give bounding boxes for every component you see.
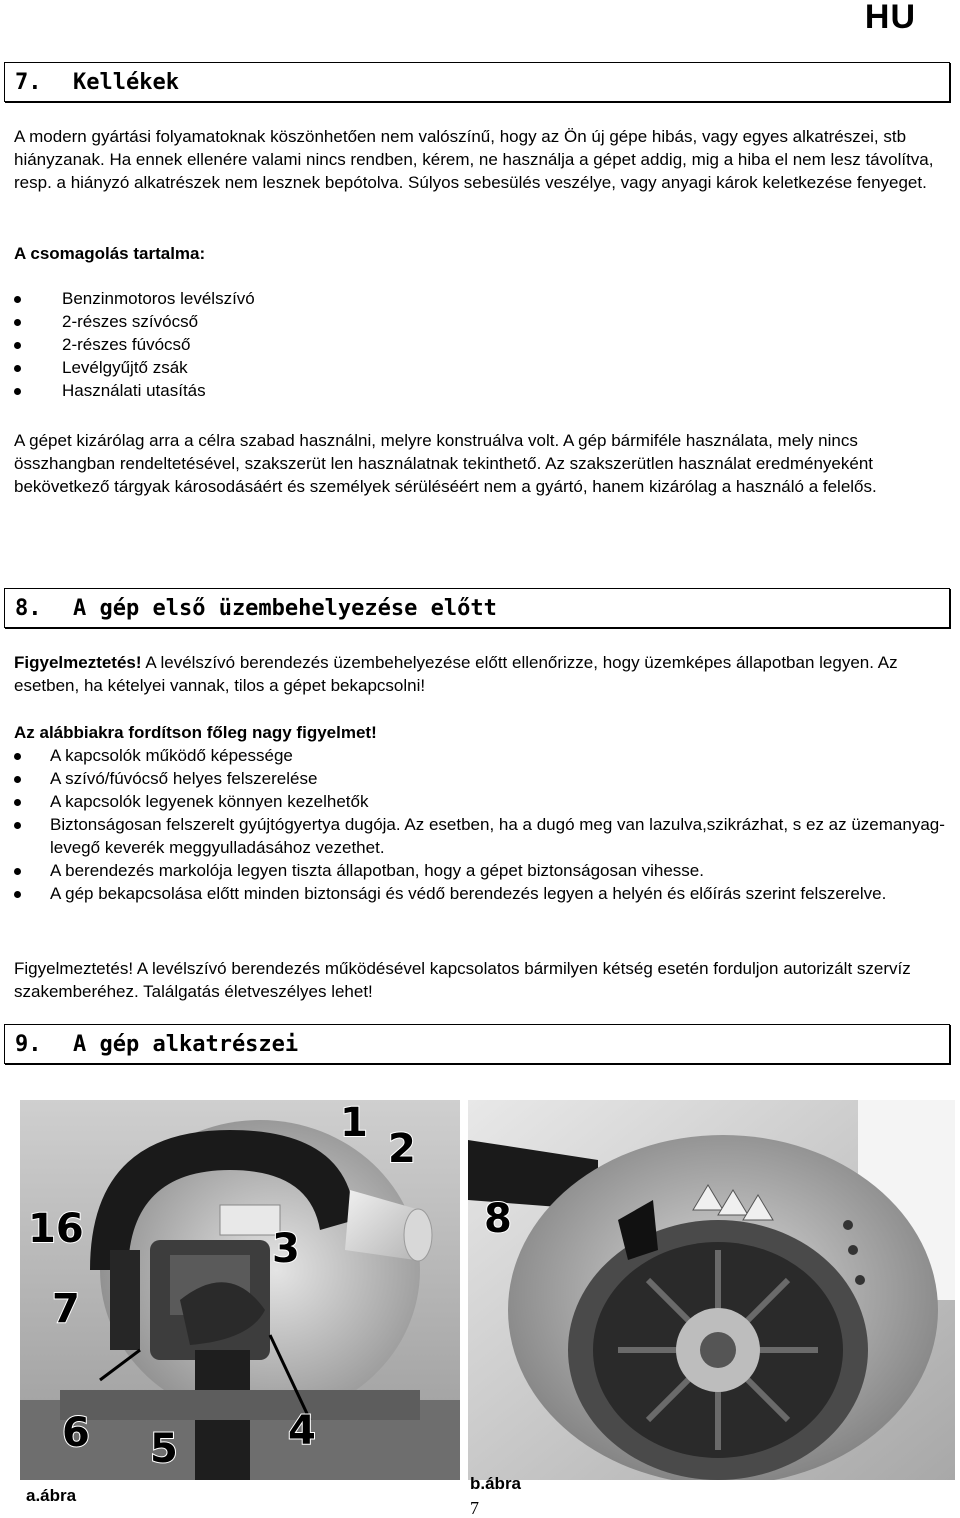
attention-heading: Az alábbiakra fordítson főleg nagy figyelmet! [14,723,377,742]
figure-b-callouts [468,1100,955,1480]
bullet-icon [14,822,21,829]
callout-2: 2 [388,1126,416,1172]
list-item: A gép bekapcsolása előtt minden biztonsági és védő berendezés legyen a helyén és előírás szerint felszerelve. [14,882,959,905]
section-7-header [4,62,950,102]
bullet-icon [14,365,21,372]
contents-heading: A csomagolás tartalma: [14,244,206,263]
warning-text: A levélszívó berendezés üzembehelyezése előtt ellenőrizze, hogy üzemképes állapotban legyen. Az esetben, ha kételyei vannak, tilos a gépet bekapcsolni! [14,653,898,695]
checks-list [14,744,959,905]
bullet-icon [14,753,21,760]
section-9-header [4,1024,950,1064]
list-item: A berendezés markolója legyen tiszta állapotban, hogy a gépet biztonságosan vihesse. [14,859,959,882]
callout-1: 1 [340,1100,368,1146]
final-warning: Figyelmeztetés! A levélszívó berendezés működésével kapcsolatos bármilyen kétség esetén forduljon autorizált szervíz szakemberéhez. Találgatás életveszélyes lehet! [14,959,911,1001]
callout-7: 7 [52,1286,80,1332]
bullet-icon [14,319,21,326]
section-7-number: 7. [15,70,42,95]
bullet-icon [14,868,21,875]
contents-list [14,287,614,402]
section-8-header [4,588,950,628]
callout-4: 4 [288,1408,316,1454]
section-7-title: Kellékek [73,70,179,95]
figure-a-callouts [20,1100,460,1480]
callout-8: 8 [484,1196,512,1242]
bullet-icon [14,388,21,395]
section-7-intro: A modern gyártási folyamatoknak köszönhetően nem valószínű, hogy az Ön új gépe hibás, vagy egyes alkatrészei, stb hiányzanak. Ha ennek ellenére valami nincs rendben, kérem, ne használja a gépet addig, mig a hiba el nem lesz távolítva, resp. a hiányzó alkatrészek nem lesznek bepótolva. Súlyos sebesülés veszélye, vagy anyagi károk keletkezése fenyeget. [14,127,934,192]
bullet-icon [14,776,21,783]
bullet-icon [14,296,21,303]
usage-paragraph: A gépet kizárólag arra a célra szabad használni, melyre konstruálva volt. A gép bármiféle használata, mely nincs összhangban rendeltetésével, szakszerüt len használatnak tekinthető. Az szakszerütlen használat eredményeként bekövetkező tárgyak károsodásáért és személyek sérüléséért nem a gyártó, hanem kizárólag a használó a felelős. [14,431,877,496]
callout-5: 5 [150,1426,178,1472]
section-9-number: 9. [15,1032,42,1057]
figure-b-caption: b.ábra [470,1474,522,1493]
list-item: Levélgyűjtő zsák [14,356,614,379]
section-8-number: 8. [15,596,42,621]
language-marker: HU [864,0,916,36]
bullet-icon [14,342,21,349]
callout-16: 16 [28,1206,84,1252]
list-item: Biztonságosan felszerelt gyújtógyertya dugója. Az esetben, ha a dugó meg van lazulva,szikrázhat, s ez az üzemanyag- levegő keverék meggyulladásához vezethet. [14,813,959,859]
section-8-warning [14,651,949,697]
bullet-icon [14,799,21,806]
callout-3: 3 [272,1226,300,1272]
list-item: A szívó/fúvócső helyes felszerelése [14,767,959,790]
callout-6: 6 [62,1410,90,1456]
figure-a-caption: a.ábra [26,1486,77,1505]
warning-label: Figyelmeztetés! [14,653,142,672]
list-item: 2-részes fúvócső [14,333,614,356]
list-item: A kapcsolók működő képessége [14,744,959,767]
list-item: 2-részes szívócső [14,310,614,333]
section-8-title: A gép első üzembehelyezése előtt [73,596,497,621]
list-item: Benzinmotoros levélszívó [14,287,614,310]
list-item: A kapcsolók legyenek könnyen kezelhetők [14,790,959,813]
figure-a-photo [20,1100,460,1480]
list-item: Használati utasítás [14,379,614,402]
bullet-icon [14,891,21,898]
section-9-title: A gép alkatrészei [73,1032,299,1057]
figure-b-photo [468,1100,955,1480]
page-number: 7 [470,1498,479,1518]
